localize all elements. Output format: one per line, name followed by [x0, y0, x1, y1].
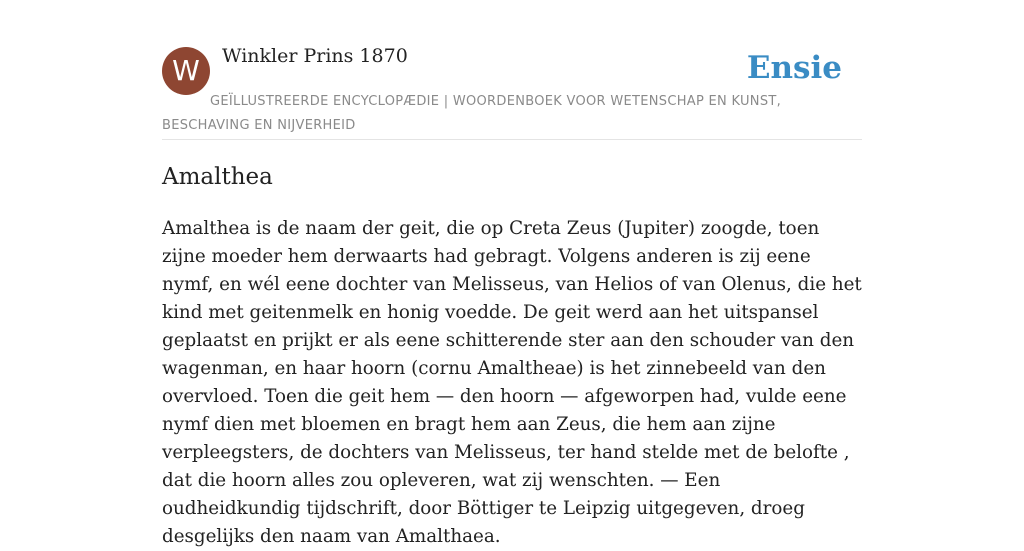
divider: [162, 139, 862, 140]
source-title[interactable]: Winkler Prins 1870: [222, 45, 408, 67]
entry-body: Amalthea is de naam der geit, die op Creta Zeus (Jupiter) zoogde, toen zijne moeder hem derwaarts had gebragt. Volgens anderen is zij eene nymf, en wél eene dochter van Melisseus, van Helios of van Olenus, die het kind met geitenmelk en honig voedde. De geit werd aan het uitspansel geplaatst en prijkt er als eene schitterende ster aan den schouder van den wagenman, en haar hoorn (cornu Amaltheae) is het zinnebeeld van den overvloed. Toen die geit hem — den hoorn — afgeworpen had, vulde eene nymf dien met bloemen en bragt hem aan Zeus, die hem aan zijne verpleegsters, de dochters van Melisseus, ter hand stelde met de belofte , dat die hoorn alles zou opleveren, wat zij wenschten. — Een oudheidkundig tijdschrift, door Böttiger te Leipzig uitgegeven, droeg desgelijks den naam van Amalthaea.: [162, 218, 862, 547]
entry-title: Amalthea: [162, 164, 273, 190]
source-subtitle: GEÏLLUSTREERDE ENCYCLOPÆDIE | WOORDENBOEK VOOR WETENSCHAP EN KUNST, BESCHAVING EN NIJVERHEID: [162, 94, 782, 133]
avatar: W: [162, 47, 210, 95]
brand-logo[interactable]: Ensie: [746, 50, 842, 86]
